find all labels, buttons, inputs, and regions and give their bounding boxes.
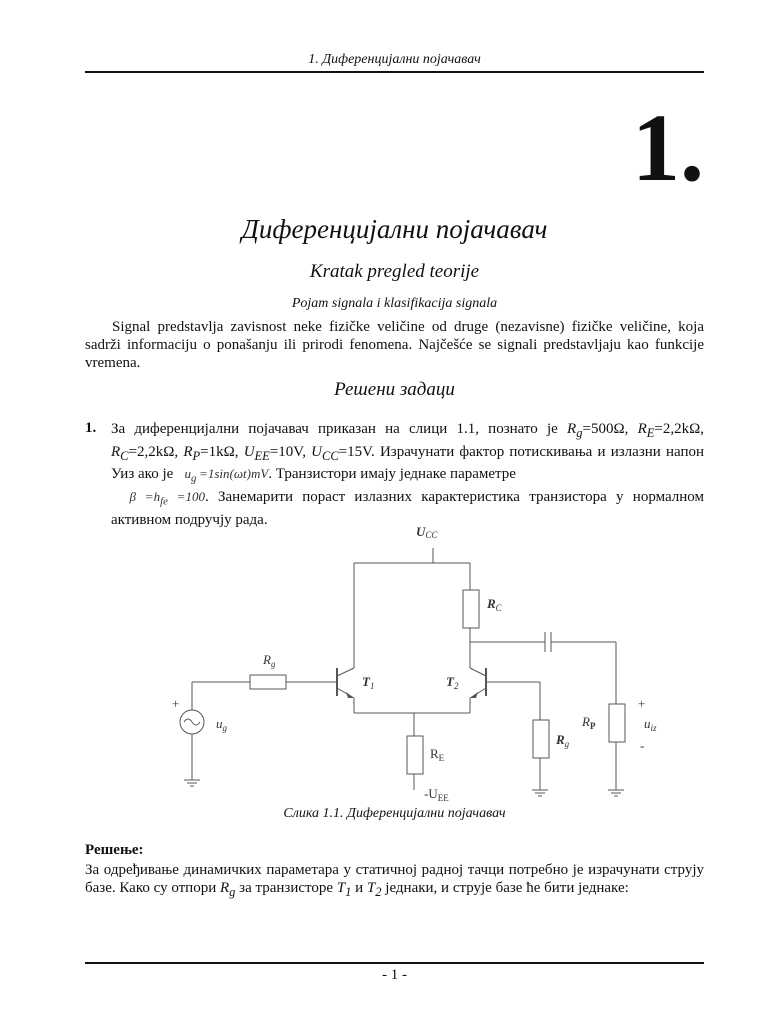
solved-tasks-title: Решени задаци [334, 379, 455, 400]
footer-rule [85, 962, 704, 964]
resistor-re [407, 736, 423, 774]
label-t2: $T_2$ [446, 674, 459, 691]
label-ug: $u_g$ [216, 716, 227, 733]
running-header: 1. Диференцијални појачавач [308, 52, 481, 67]
label-uee: $-U_{EE}$ [424, 786, 449, 803]
task-text-c: . Транзистори имају једнаке параметре [268, 466, 516, 482]
header-rule [85, 71, 704, 73]
resistor-rg-right [533, 720, 549, 758]
param-uee: 10V [278, 443, 303, 460]
label-ucc: UCC [416, 524, 438, 540]
page-number: - 1 - [382, 967, 407, 983]
label-plus-left: + [172, 696, 180, 711]
task-text-b: . Израчунати фактор потискивања и излазни напон Уиз ако је [111, 443, 705, 482]
label-rp: $R_P$ [582, 714, 596, 731]
label-minus-right: - [640, 738, 645, 753]
theory-subtitle: Pojam signala i klasifikacija signala [291, 296, 498, 311]
param-rc: 2,2kΩ [136, 443, 175, 460]
solution-label: Решење: [85, 842, 144, 858]
task-text: За диференцијални појачавач приказан на слици 1.1, познато је $R_g=500\Omega$, $R_E=2,2k\Omega$, $R_C=2,2k\Omega$, $R_P=1k\Omega$, $U_{EE}=10V$, $U_{CC}=15V$. Израчунати фактор потискивања и излазни напон Уиз ако је $u_g =1\sin(\omega t)mV$. Транзистори имају једнаке параметре $\beta =h_{fe} =100$. Занемарити пораст излазних карактеристика транзистора у нормалном активном подручју рада. [111, 421, 705, 529]
solution-text-b: за транзисторе [235, 880, 337, 896]
resistor-rg-left [250, 675, 286, 689]
solution-text-a: За одређивање динамичких параметара у статичној радној тачци потребно је израчунати струју базе. Како су отпори [85, 862, 704, 896]
theory-paragraph: Signal predstavlja zavisnost neke fizičke veličine od druge (nezavisne) fizičke veličine, koja sadrži informaciju o ponašanju ili prirodi fenomena. Najčešće se signali predstavljaju kao funkcije vremena. [85, 319, 704, 371]
task-number: 1. [85, 420, 97, 436]
task-text-a: За диференцијални појачавач приказан на слици 1.1, познато је [111, 421, 568, 437]
chapter-title: Диференцијални појачавач [241, 214, 548, 244]
resistor-rp [609, 704, 625, 742]
chapter-number: 1. [632, 94, 704, 201]
label-re: $R_E$ [430, 746, 445, 763]
solution-text-c: и [351, 880, 367, 896]
solution-text-d: једнаки, и струје базе ће бити једнаке: [381, 880, 629, 896]
label-t1: $T_1$ [362, 674, 375, 691]
ug-formula: $u_g =1\sin(\omega t)mV$ [184, 466, 269, 485]
figure-caption: Слика 1.1. Диференцијални појачавач [283, 806, 506, 821]
label-plus-right: + [638, 696, 646, 711]
label-uiz: $u_{iz}$ [644, 716, 657, 733]
task-text-d: . Занемарити пораст излазних карактеристика транзистора у нормалном активном подручју рада. [111, 489, 705, 529]
resistor-rc [463, 590, 479, 628]
solution-paragraph: За одређивање динамичких параметара у статичној радној тачци потребно је израчунати струју базе. Како су отпори $R_g$ за транзисторе $T_1$ и $T_2$ једнаки, и струје базе ће бити једнаке: [85, 862, 704, 899]
param-rp: 1kΩ [208, 443, 235, 460]
param-re: 2,2kΩ [662, 421, 701, 437]
theory-title: Kratak pregled teorije [309, 261, 480, 282]
label-rg-right: $R_g$ [556, 732, 570, 749]
param-rg: 500Ω [590, 421, 625, 437]
label-rg-left: $R_g$ [263, 652, 276, 669]
beta-formula: $\beta =h_{fe} =100$ [129, 489, 205, 508]
circuit-diagram [160, 518, 660, 808]
param-ucc: 15V [347, 443, 372, 460]
label-rc: $R_C$ [487, 596, 502, 613]
